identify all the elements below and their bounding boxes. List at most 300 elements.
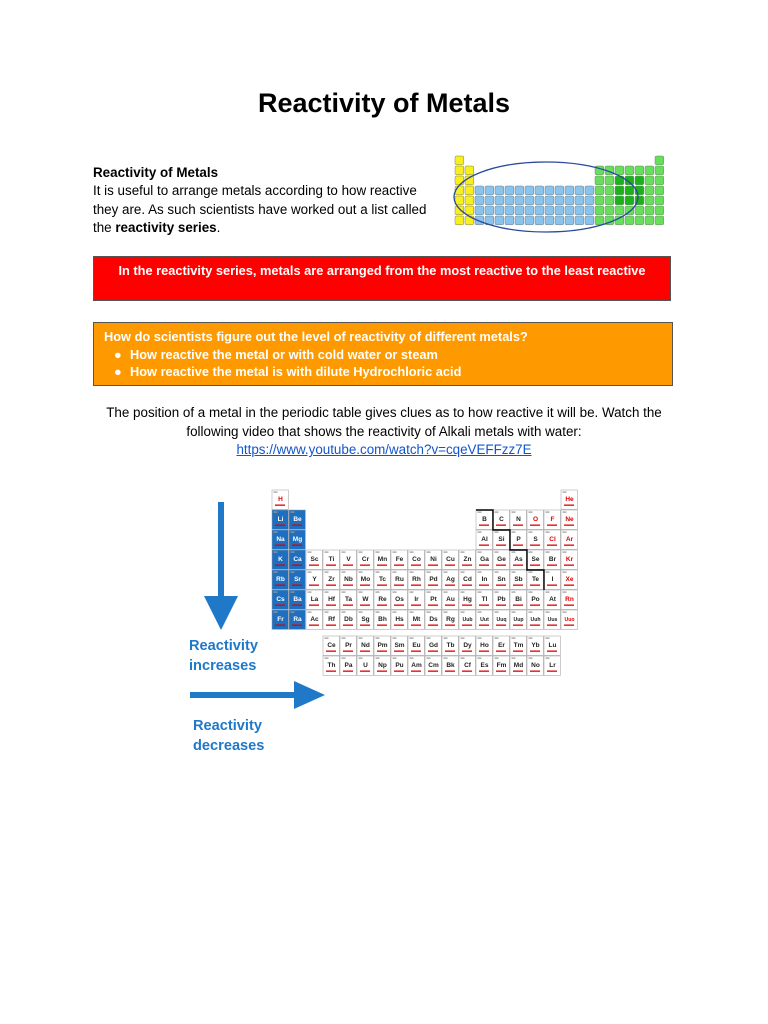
- element-symbol: Tc: [378, 576, 387, 583]
- element-mass: [377, 671, 387, 672]
- element-number: [274, 532, 278, 533]
- element-number: [342, 612, 346, 613]
- element-symbol: Es: [480, 662, 489, 669]
- element-symbol: Zn: [463, 556, 472, 563]
- table-cell: [545, 216, 554, 225]
- element-number: [291, 592, 295, 593]
- element-mass: [547, 525, 557, 526]
- table-cell: [625, 196, 634, 205]
- table-cell: [615, 166, 624, 175]
- element-mass: [275, 565, 285, 566]
- element-mass: [445, 565, 455, 566]
- element-number: [393, 572, 397, 573]
- element-mass: [411, 565, 421, 566]
- element-mass: [530, 605, 540, 606]
- table-cell: [455, 166, 464, 175]
- element-symbol: Ni: [430, 556, 437, 563]
- element-symbol: Be: [293, 516, 302, 523]
- table-cell: [635, 176, 644, 185]
- element-number: [359, 592, 363, 593]
- element-symbol: Os: [395, 596, 404, 603]
- element-number: [444, 638, 448, 639]
- table-cell: [625, 216, 634, 225]
- element-symbol: Uuo: [564, 617, 575, 623]
- element-symbol: La: [310, 596, 319, 603]
- element-number: [376, 638, 380, 639]
- element-symbol: Ta: [344, 596, 353, 603]
- element-number: [376, 552, 380, 553]
- table-cell: [655, 196, 664, 205]
- element-number: [512, 658, 516, 659]
- element-symbol: Ac: [310, 616, 319, 623]
- label-line: increases: [189, 658, 257, 674]
- element-mass: [411, 605, 421, 606]
- table-cell: [605, 196, 614, 205]
- element-mass: [394, 625, 404, 626]
- table-cell: [505, 206, 514, 215]
- element-mass: [564, 545, 574, 546]
- element-number: [325, 572, 329, 573]
- element-number: [563, 552, 567, 553]
- element-mass: [462, 565, 472, 566]
- table-cell: [515, 216, 524, 225]
- element-symbol: V: [346, 556, 351, 563]
- element-symbol: Pb: [497, 596, 506, 603]
- element-number: [427, 572, 431, 573]
- element-mass: [547, 671, 557, 672]
- table-cell: [565, 206, 574, 215]
- element-symbol: Rg: [446, 616, 455, 623]
- element-symbol: Ds: [429, 616, 438, 623]
- table-cell: [465, 166, 474, 175]
- element-mass: [479, 525, 489, 526]
- element-mass: [564, 625, 574, 626]
- element-number: [546, 658, 550, 659]
- element-symbol: Cm: [428, 662, 439, 669]
- element-mass: [360, 651, 370, 652]
- bullet-text: How reactive the metal or with cold water or steam: [130, 346, 438, 362]
- element-mass: [377, 625, 387, 626]
- table-cell: [595, 196, 604, 205]
- element-symbol: Rf: [328, 616, 335, 623]
- element-number: [444, 552, 448, 553]
- table-cell: [655, 206, 664, 215]
- element-mass: [564, 565, 574, 566]
- intro-bold-term: reactivity series: [115, 219, 217, 235]
- element-symbol: Cs: [276, 596, 285, 603]
- table-cell: [575, 196, 584, 205]
- element-symbol: Eu: [412, 642, 421, 649]
- table-cell: [505, 196, 514, 205]
- table-cell: [485, 196, 494, 205]
- table-cell: [645, 186, 654, 195]
- element-mass: [292, 565, 302, 566]
- video-paragraph: [90, 404, 678, 460]
- element-number: [274, 592, 278, 593]
- element-symbol: Bi: [515, 596, 522, 603]
- element-number: [529, 512, 533, 513]
- element-number: [427, 612, 431, 613]
- element-number: [427, 552, 431, 553]
- element-symbol: Fr: [277, 616, 284, 623]
- periodic-table-thumbnail: [452, 152, 664, 234]
- element-number: [495, 512, 499, 513]
- element-symbol: Hs: [395, 616, 404, 623]
- element-symbol: Br: [548, 556, 557, 563]
- table-cell: [655, 176, 664, 185]
- element-mass: [377, 585, 387, 586]
- element-symbol: S: [533, 536, 538, 543]
- element-number: [461, 572, 465, 573]
- element-mass: [513, 585, 523, 586]
- element-number: [478, 612, 482, 613]
- element-number: [291, 612, 295, 613]
- element-number: [274, 572, 278, 573]
- element-mass: [326, 671, 336, 672]
- element-mass: [343, 605, 353, 606]
- element-mass: [292, 625, 302, 626]
- table-cell: [645, 206, 654, 215]
- element-symbol: Md: [513, 662, 524, 669]
- element-number: [546, 638, 550, 639]
- element-mass: [530, 565, 540, 566]
- element-mass: [275, 505, 285, 506]
- element-symbol: Re: [378, 596, 387, 603]
- page-title: Reactivity of Metals: [257, 88, 511, 118]
- element-mass: [360, 625, 370, 626]
- element-symbol: Pa: [344, 662, 353, 669]
- element-mass: [394, 605, 404, 606]
- element-number: [410, 612, 414, 613]
- element-number: [495, 592, 499, 593]
- element-number: [427, 592, 431, 593]
- element-mass: [360, 585, 370, 586]
- element-number: [274, 552, 278, 553]
- table-cell: [535, 196, 544, 205]
- element-symbol: Ag: [446, 576, 455, 583]
- element-number: [427, 658, 431, 659]
- element-number: [342, 572, 346, 573]
- element-symbol: Pu: [395, 662, 404, 669]
- element-symbol: Rh: [412, 576, 421, 583]
- element-number: [478, 572, 482, 573]
- table-cell: [495, 206, 504, 215]
- table-cell: [655, 156, 664, 165]
- element-mass: [462, 651, 472, 652]
- element-symbol: W: [362, 596, 369, 603]
- element-number: [444, 572, 448, 573]
- element-symbol: Ba: [293, 596, 302, 603]
- element-number: [478, 532, 482, 533]
- element-mass: [343, 585, 353, 586]
- element-number: [410, 638, 414, 639]
- element-symbol: Kr: [565, 556, 574, 563]
- element-symbol: Po: [531, 596, 540, 603]
- element-mass: [513, 565, 523, 566]
- element-number: [359, 638, 363, 639]
- bullet-item: [104, 363, 662, 381]
- element-symbol: No: [531, 662, 540, 669]
- element-mass: [309, 625, 319, 626]
- table-cell: [495, 196, 504, 205]
- element-mass: [547, 625, 557, 626]
- table-cell: [635, 166, 644, 175]
- element-symbol: Si: [498, 536, 505, 543]
- element-symbol: Bk: [446, 662, 455, 669]
- element-number: [512, 612, 516, 613]
- element-mass: [547, 565, 557, 566]
- element-number: [529, 532, 533, 533]
- element-number: [274, 512, 278, 513]
- element-mass: [547, 585, 557, 586]
- element-number: [563, 532, 567, 533]
- element-number: [563, 592, 567, 593]
- element-mass: [309, 605, 319, 606]
- table-cell: [495, 186, 504, 195]
- element-number: [529, 658, 533, 659]
- element-symbol: Ru: [395, 576, 404, 583]
- element-number: [478, 592, 482, 593]
- element-number: [495, 552, 499, 553]
- element-mass: [564, 525, 574, 526]
- element-number: [495, 658, 499, 659]
- table-cell: [545, 206, 554, 215]
- element-mass: [530, 545, 540, 546]
- table-cell: [605, 186, 614, 195]
- label-line: decreases: [193, 738, 265, 754]
- element-symbol: Tm: [513, 642, 524, 649]
- table-cell: [585, 186, 594, 195]
- element-mass: [394, 671, 404, 672]
- element-number: [444, 592, 448, 593]
- table-cell: [475, 196, 484, 205]
- table-cell: [515, 186, 524, 195]
- element-mass: [360, 605, 370, 606]
- table-cell: [525, 216, 534, 225]
- element-symbol: Db: [344, 616, 353, 623]
- element-symbol: B: [482, 516, 487, 523]
- element-mass: [428, 625, 438, 626]
- element-symbol: U: [363, 662, 368, 669]
- element-symbol: Sb: [514, 576, 523, 583]
- element-mass: [479, 671, 489, 672]
- element-symbol: P: [516, 536, 521, 543]
- element-number: [461, 592, 465, 593]
- element-symbol: Er: [498, 642, 505, 649]
- element-number: [325, 658, 329, 659]
- element-mass: [496, 585, 506, 586]
- table-cell: [455, 176, 464, 185]
- table-cell: [645, 176, 654, 185]
- element-symbol: He: [565, 496, 574, 503]
- element-symbol: Mg: [292, 536, 303, 543]
- element-number: [461, 552, 465, 553]
- element-mass: [343, 565, 353, 566]
- element-mass: [428, 585, 438, 586]
- element-symbol: Pr: [345, 642, 352, 649]
- element-symbol: Fm: [496, 662, 507, 669]
- element-number: [376, 612, 380, 613]
- element-number: [342, 658, 346, 659]
- element-symbol: Ga: [480, 556, 489, 563]
- element-symbol: Au: [446, 596, 455, 603]
- intro-text-end: .: [216, 219, 221, 235]
- table-cell: [605, 176, 614, 185]
- element-number: [325, 552, 329, 553]
- callout-text: In the reactivity series, metals are arranged from the most reactive to the least reactive: [118, 263, 646, 278]
- element-mass: [479, 651, 489, 652]
- element-mass: [513, 545, 523, 546]
- table-cell: [505, 186, 514, 195]
- element-number: [291, 512, 295, 513]
- element-symbol: Co: [412, 556, 421, 563]
- element-number: [478, 512, 482, 513]
- element-number: [410, 592, 414, 593]
- table-cell: [575, 186, 584, 195]
- element-symbol: Cd: [463, 576, 472, 583]
- element-symbol: Lr: [549, 662, 556, 669]
- table-cell: [455, 206, 464, 215]
- element-symbol: Al: [481, 536, 488, 543]
- element-symbol: Ra: [293, 616, 302, 623]
- element-mass: [326, 605, 336, 606]
- element-symbol: Ge: [497, 556, 506, 563]
- table-cell: [535, 206, 544, 215]
- element-number: [291, 532, 295, 533]
- element-symbol: Y: [312, 576, 317, 583]
- element-symbol: Pm: [377, 642, 388, 649]
- table-cell: [485, 206, 494, 215]
- element-number: [410, 658, 414, 659]
- element-symbol: At: [549, 596, 556, 603]
- table-cell: [565, 216, 574, 225]
- element-mass: [360, 565, 370, 566]
- element-symbol: C: [499, 516, 504, 523]
- element-symbol: Sn: [497, 576, 506, 583]
- table-cell: [565, 186, 574, 195]
- table-cell: [455, 156, 464, 165]
- element-symbol: N: [516, 516, 521, 523]
- table-cell: [465, 216, 474, 225]
- element-mass: [326, 565, 336, 566]
- table-cell: [545, 186, 554, 195]
- bullet-item: [104, 346, 662, 364]
- element-number: [546, 572, 550, 573]
- element-symbol: Pd: [429, 576, 438, 583]
- table-cell: [585, 196, 594, 205]
- video-link[interactable]: https://www.youtube.com/watch?v=cqeVEFFzz7E: [236, 442, 532, 457]
- table-cell: [615, 216, 624, 225]
- table-cell: [465, 186, 474, 195]
- table-cell: [595, 206, 604, 215]
- element-mass: [292, 545, 302, 546]
- element-mass: [496, 671, 506, 672]
- element-number: [546, 552, 550, 553]
- element-mass: [479, 545, 489, 546]
- element-mass: [275, 525, 285, 526]
- element-mass: [394, 651, 404, 652]
- question-text: How do scientists figure out the level of reactivity of different metals?: [104, 329, 528, 344]
- element-number: [308, 572, 312, 573]
- element-symbol: Sr: [294, 576, 301, 583]
- element-number: [512, 512, 516, 513]
- element-symbol: Rb: [276, 576, 285, 583]
- table-cell: [525, 186, 534, 195]
- element-number: [308, 612, 312, 613]
- element-symbol: Sc: [310, 556, 319, 563]
- element-mass: [496, 651, 506, 652]
- table-cell: [655, 186, 664, 195]
- element-symbol: Li: [277, 516, 284, 523]
- element-symbol: Ce: [327, 642, 336, 649]
- element-symbol: Bh: [378, 616, 387, 623]
- element-number: [461, 638, 465, 639]
- element-symbol: Na: [276, 536, 285, 543]
- element-number: [308, 552, 312, 553]
- element-symbol: F: [550, 516, 555, 523]
- table-cell: [615, 206, 624, 215]
- element-number: [444, 612, 448, 613]
- element-mass: [496, 605, 506, 606]
- element-mass: [309, 565, 319, 566]
- element-symbol: Sg: [361, 616, 370, 623]
- element-mass: [275, 605, 285, 606]
- element-mass: [377, 605, 387, 606]
- element-number: [478, 658, 482, 659]
- table-cell: [495, 216, 504, 225]
- element-mass: [496, 545, 506, 546]
- element-mass: [326, 651, 336, 652]
- element-symbol: Uup: [513, 617, 524, 623]
- element-number: [546, 512, 550, 513]
- element-number: [444, 658, 448, 659]
- reactivity-series-callout: [93, 256, 671, 301]
- element-number: [359, 658, 363, 659]
- element-number: [359, 552, 363, 553]
- table-cell: [645, 196, 654, 205]
- element-symbol: Fe: [395, 556, 404, 563]
- reactivity-decreases-label: [193, 716, 264, 756]
- table-cell: [525, 196, 534, 205]
- element-symbol: Zr: [328, 576, 335, 583]
- element-symbol: Yb: [531, 642, 540, 649]
- element-number: [308, 592, 312, 593]
- element-mass: [411, 651, 421, 652]
- element-symbol: Pt: [430, 596, 437, 603]
- element-number: [495, 612, 499, 613]
- element-mass: [479, 625, 489, 626]
- element-symbol: Cu: [446, 556, 455, 563]
- element-mass: [530, 525, 540, 526]
- element-mass: [564, 505, 574, 506]
- element-mass: [428, 605, 438, 606]
- element-number: [274, 492, 278, 493]
- element-symbol: H: [278, 496, 283, 503]
- element-number: [512, 532, 516, 533]
- element-number: [342, 552, 346, 553]
- element-mass: [394, 565, 404, 566]
- table-cell: [555, 206, 564, 215]
- reactivity-increases-label: [189, 636, 258, 676]
- element-mass: [411, 671, 421, 672]
- element-symbol: Am: [411, 662, 422, 669]
- element-number: [563, 512, 567, 513]
- element-number: [393, 552, 397, 553]
- intro-section: [93, 164, 443, 237]
- table-cell: [515, 196, 524, 205]
- element-mass: [292, 585, 302, 586]
- table-cell: [645, 166, 654, 175]
